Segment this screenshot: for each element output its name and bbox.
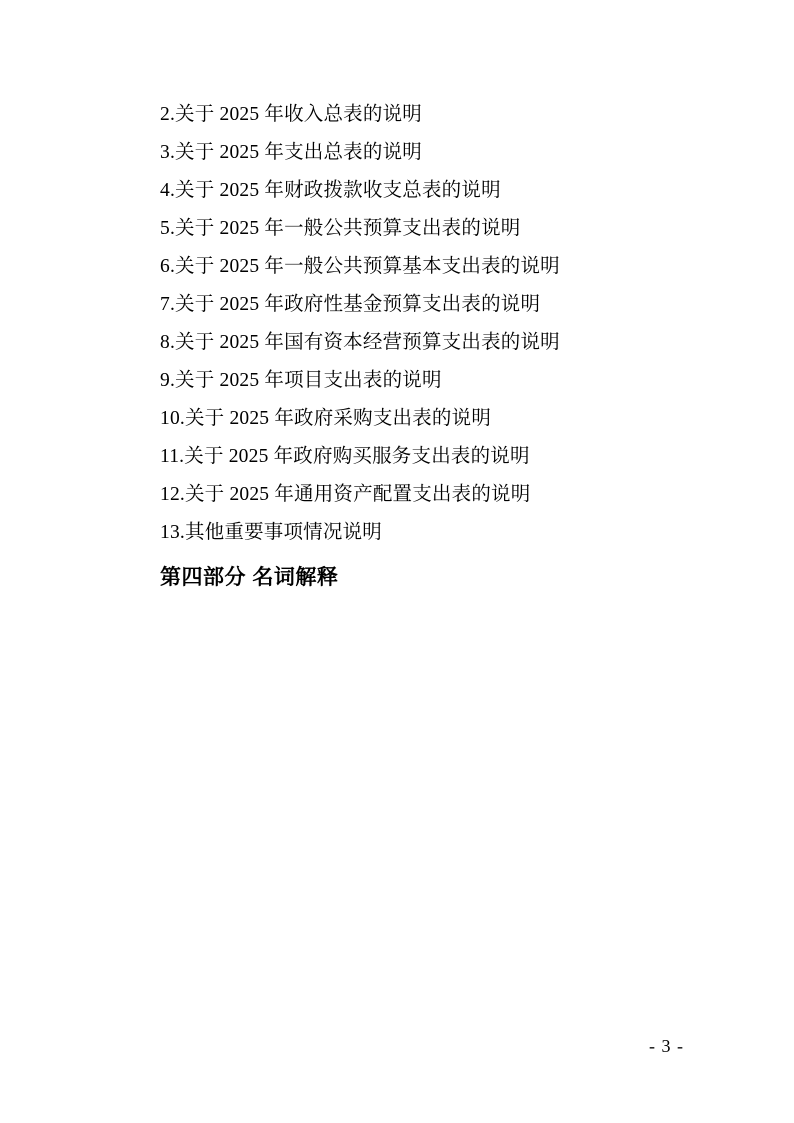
- toc-item: 5.关于 2025 年一般公共预算支出表的说明: [160, 218, 521, 239]
- page-number: - 3 -: [649, 1036, 684, 1056]
- toc-item: 3.关于 2025 年支出总表的说明: [160, 142, 422, 163]
- toc-item: 2.关于 2025 年收入总表的说明: [160, 104, 422, 125]
- toc-item: 7.关于 2025 年政府性基金预算支出表的说明: [160, 294, 541, 315]
- toc-item: 10.关于 2025 年政府采购支出表的说明: [160, 408, 492, 429]
- toc-item: 11.关于 2025 年政府购买服务支出表的说明: [160, 446, 530, 467]
- section-heading: 第四部分 名词解释: [160, 566, 339, 589]
- toc-item: 13.其他重要事项情况说明: [160, 522, 382, 543]
- page-content: [160, 96, 684, 598]
- toc-item: 6.关于 2025 年一般公共预算基本支出表的说明: [160, 256, 560, 277]
- toc-item: 4.关于 2025 年财政拨款收支总表的说明: [160, 180, 501, 201]
- toc-item: 12.关于 2025 年通用资产配置支出表的说明: [160, 484, 531, 505]
- toc-item: 9.关于 2025 年项目支出表的说明: [160, 370, 442, 391]
- toc-item: 8.关于 2025 年国有资本经营预算支出表的说明: [160, 332, 560, 353]
